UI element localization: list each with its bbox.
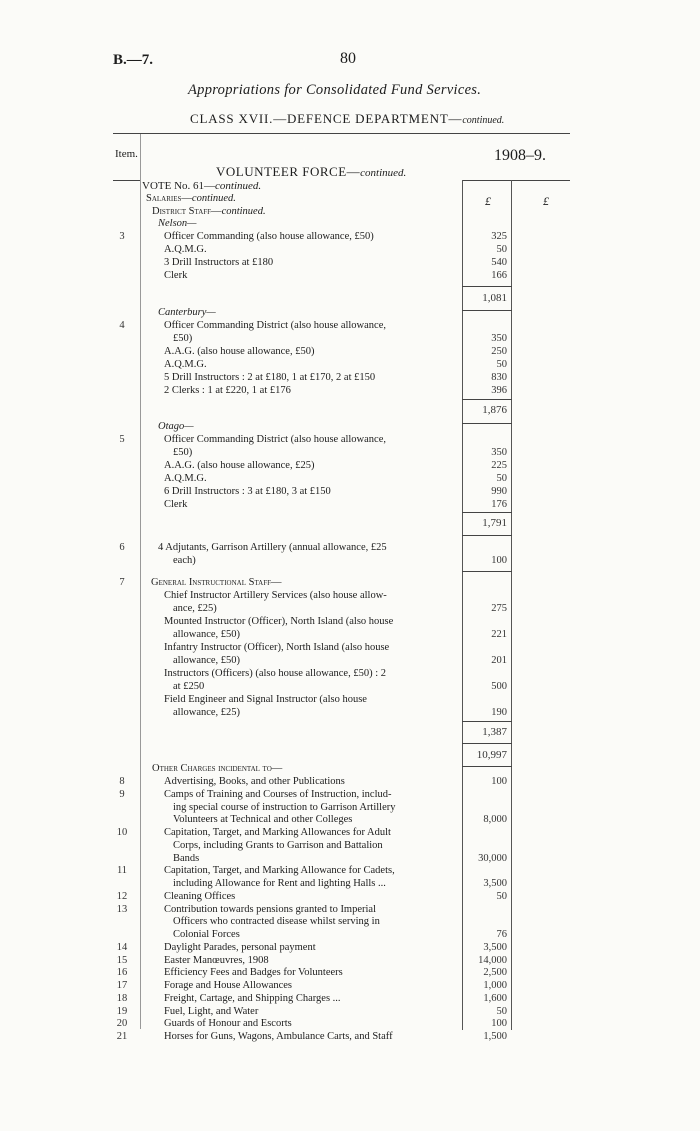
row-amount: 3,500 <box>483 941 507 953</box>
row-description: Volunteers at Technical and other Colleges <box>173 814 353 826</box>
table-row <box>0 499 700 512</box>
row-description: Bands <box>173 852 200 864</box>
subtotal-rule <box>462 512 512 513</box>
table-row <box>0 707 700 720</box>
row-description: 2 Clerks : 1 at £220, 1 at £176 <box>164 385 291 396</box>
table-top-rule <box>113 133 570 134</box>
item-number: 19 <box>116 1005 128 1017</box>
item-number: 12 <box>116 890 128 902</box>
row-amount: 100 <box>491 1018 507 1030</box>
table-row <box>0 916 700 929</box>
table-row <box>0 270 700 283</box>
row-amount: 325 <box>491 231 507 242</box>
row-description: allowance, £50) <box>173 629 241 640</box>
item-number: 17 <box>116 980 128 991</box>
table-row <box>0 878 700 891</box>
district-staff-continued: continued. <box>221 206 266 217</box>
item-number: 6 <box>119 542 125 553</box>
table-row <box>0 642 700 655</box>
page-code: B.—7. <box>113 52 154 68</box>
canterbury-heading <box>158 307 216 318</box>
table-row <box>0 1006 700 1019</box>
table-row <box>0 891 700 904</box>
table-row <box>0 980 700 993</box>
subtotal-rule <box>462 743 512 744</box>
row-description: 4 Adjutants, Garrison Artillery (annual allowance, £25 <box>158 542 387 553</box>
row-description: Freight, Cartage, and Shipping Charges ... <box>164 992 341 1004</box>
row-description: Clerk <box>164 270 188 281</box>
row-amount: 350 <box>491 447 507 458</box>
row-description: Corps, including Grants to Garrison and Battalion <box>173 839 383 851</box>
table-row <box>0 942 700 955</box>
table-row <box>0 694 700 707</box>
row-amount: 50 <box>496 473 507 484</box>
row-amount: 100 <box>491 555 507 566</box>
row-amount: 250 <box>491 346 507 357</box>
table-row <box>0 1031 700 1044</box>
row-description: Officer Commanding (also house allowance, £50) <box>164 231 374 242</box>
row-description: Easter Manœuvres, 1908 <box>164 954 269 966</box>
table-row <box>0 629 700 642</box>
item-number: 13 <box>116 903 128 915</box>
row-description: A.Q.M.G. <box>164 359 207 370</box>
row-amount: 166 <box>491 270 507 281</box>
row-amount: 76 <box>496 929 507 940</box>
table-row <box>0 655 700 668</box>
item-number: 3 <box>119 231 125 242</box>
row-description: Capitation, Target, and Marking Allowance for Cadets, <box>164 865 395 877</box>
table-row <box>0 320 700 333</box>
appropriations-title: Appropriations for Consolidated Fund Services. <box>188 82 482 98</box>
item-number: 10 <box>116 827 128 838</box>
table-row <box>0 372 700 385</box>
table-row <box>0 542 700 555</box>
row-amount: 201 <box>491 655 507 666</box>
instructional-heading: General Instructional Staff— <box>151 577 282 588</box>
table-row <box>0 616 700 629</box>
row-amount: 830 <box>491 372 507 383</box>
district-staff-heading <box>152 206 266 217</box>
row-amount: 8,000 <box>483 814 507 826</box>
row-amount: 190 <box>491 707 507 718</box>
table-row <box>0 577 700 590</box>
table-row <box>0 929 700 942</box>
table-row <box>0 1018 700 1031</box>
grand-total: 10,997 <box>476 749 507 761</box>
row-description: allowance, £50) <box>173 655 241 666</box>
item-number: 11 <box>116 865 128 877</box>
row-amount: 14,000 <box>478 954 507 966</box>
table-row <box>0 603 700 616</box>
table-row <box>0 385 700 398</box>
class-heading <box>190 111 504 127</box>
item-number: 4 <box>119 320 125 331</box>
table-row <box>0 955 700 968</box>
row-description: £50) <box>173 447 193 458</box>
subtotal-rule <box>462 721 512 722</box>
row-description: Cleaning Offices <box>164 890 236 902</box>
table-row <box>0 244 700 257</box>
row-amount: 50 <box>496 890 507 902</box>
table-row <box>0 967 700 980</box>
subtotal-rule <box>462 399 512 400</box>
table-row <box>0 257 700 270</box>
year-column-header: 1908–9. <box>494 147 546 164</box>
table-row <box>0 486 700 499</box>
table-row <box>0 668 700 681</box>
district-staff-label: District Staff— <box>152 206 222 217</box>
pound-sign-column-2: £ <box>543 194 549 208</box>
table-row <box>0 904 700 917</box>
item-number: 7 <box>119 577 125 588</box>
row-amount: 30,000 <box>478 852 507 864</box>
row-description: Clerk <box>164 499 188 510</box>
table-row <box>0 434 700 447</box>
table-row <box>0 460 700 473</box>
row-amount: 2,500 <box>483 967 507 979</box>
item-number: 8 <box>119 776 125 787</box>
nelson-total: 1,081 <box>482 292 507 304</box>
salaries-heading <box>146 193 236 204</box>
table-row <box>0 993 700 1006</box>
nelson-heading <box>158 218 197 229</box>
table-head-rule <box>113 180 140 181</box>
item-number: 18 <box>116 992 128 1004</box>
item-number: 15 <box>116 954 128 966</box>
row-amount: 990 <box>491 486 507 497</box>
otago-total: 1,791 <box>482 517 507 529</box>
table-row <box>0 359 700 372</box>
row-amount: 50 <box>496 244 507 255</box>
section-title-continued: continued. <box>360 167 407 179</box>
table-row <box>0 802 700 815</box>
pound-sign-column-1: £ <box>485 194 491 208</box>
row-amount: 176 <box>491 499 507 510</box>
table-row <box>0 473 700 486</box>
row-description: ing special course of instruction to Garrison Artillery <box>173 801 396 813</box>
row-amount: 221 <box>491 629 507 640</box>
table-row <box>0 333 700 346</box>
subtotal-rule <box>462 571 512 572</box>
table-row <box>0 840 700 853</box>
table-row <box>0 447 700 460</box>
row-description: A.Q.M.G. <box>164 244 207 255</box>
row-amount: 396 <box>491 385 507 396</box>
table-row <box>0 789 700 802</box>
row-amount: 1,000 <box>483 980 507 991</box>
canterbury-total: 1,876 <box>482 404 507 416</box>
row-amount: 275 <box>491 603 507 614</box>
row-description: 5 Drill Instructors : 2 at £180, 1 at £170, 2 at £150 <box>164 372 376 383</box>
salaries-continued: continued. <box>191 193 236 204</box>
table-row <box>0 555 700 568</box>
row-amount: 50 <box>496 1005 507 1017</box>
row-description: Efficiency Fees and Badges for Volunteers <box>164 967 343 979</box>
subtotal-rule <box>462 286 512 287</box>
row-description: Field Engineer and Signal Instructor (also house <box>164 694 367 705</box>
row-amount: 500 <box>491 681 507 692</box>
class-main: CLASS XVII.—DEFENCE DEPARTMENT— <box>190 111 463 126</box>
table-row <box>0 346 700 359</box>
salaries-label: Salaries— <box>146 193 192 204</box>
table-head-rule-year <box>462 180 570 181</box>
row-description: 3 Drill Instructors at £180 <box>164 257 274 268</box>
row-description: 6 Drill Instructors : 3 at £180, 3 at £150 <box>164 486 331 497</box>
vote-heading <box>142 180 261 192</box>
table-row <box>0 814 700 827</box>
table-row <box>0 827 700 840</box>
item-number: 9 <box>119 788 125 800</box>
row-amount: 3,500 <box>483 878 507 889</box>
other-charges-heading: Other Charges incidental to— <box>152 763 283 774</box>
row-description: A.A.G. (also house allowance, £25) <box>164 460 315 471</box>
section-title-main: VOLUNTEER FORCE— <box>216 164 361 179</box>
item-number: 20 <box>116 1018 128 1030</box>
row-description: Capitation, Target, and Marking Allowances for Adult <box>164 827 391 838</box>
row-amount: 540 <box>491 257 507 268</box>
table-row <box>0 865 700 878</box>
row-description: Infantry Instructor (Officer), North Island (also house <box>164 642 390 653</box>
table-row <box>0 776 700 789</box>
otago-heading <box>158 421 194 432</box>
row-amount: 50 <box>496 359 507 370</box>
class-continued: continued. <box>462 115 505 126</box>
table-row <box>0 853 700 866</box>
row-description: Daylight Parades, personal payment <box>164 941 316 953</box>
row-description: Officer Commanding District (also house allowance, <box>164 434 386 445</box>
instructional-total: 1,387 <box>482 726 507 738</box>
table-row <box>0 681 700 694</box>
item-number: 5 <box>119 434 125 445</box>
row-amount: 225 <box>491 460 507 471</box>
item-number: 14 <box>116 941 128 953</box>
row-description: ance, £25) <box>173 603 217 614</box>
row-description: including Allowance for Rent and lighting Halls ... <box>173 878 386 889</box>
subtotal-rule <box>462 766 512 767</box>
table-row <box>0 590 700 603</box>
item-column-header: Item. <box>115 148 138 160</box>
page-number: 80 <box>340 50 356 67</box>
row-description: Forage and House Allowances <box>164 980 293 991</box>
row-description: Contribution towards pensions granted to Imperial <box>164 903 377 915</box>
section-title <box>216 164 406 180</box>
row-description: Guards of Honour and Escorts <box>164 1018 292 1030</box>
table-row <box>0 231 700 244</box>
vote-label: VOTE No. 61— <box>142 180 216 192</box>
subtotal-rule <box>462 423 512 424</box>
row-description: A.Q.M.G. <box>164 473 207 484</box>
row-description: Colonial Forces <box>173 929 240 940</box>
nelson-label: Nelson— <box>158 218 197 229</box>
row-amount: 1,500 <box>483 1031 507 1042</box>
row-amount: 1,600 <box>483 992 507 1004</box>
subtotal-rule <box>462 310 512 311</box>
otago-label: Otago— <box>158 421 194 432</box>
row-description: Officer Commanding District (also house allowance, <box>164 320 386 331</box>
vote-continued: continued. <box>215 180 262 192</box>
row-description: Fuel, Light, and Water <box>164 1005 259 1017</box>
row-description: each) <box>173 555 196 566</box>
row-amount: 350 <box>491 333 507 344</box>
row-description: Mounted Instructor (Officer), North Island (also house <box>164 616 394 627</box>
row-description: £50) <box>173 333 193 344</box>
row-description: Chief Instructor Artillery Services (also house allow- <box>164 590 387 601</box>
row-amount: 100 <box>491 776 507 787</box>
subtotal-rule <box>462 535 512 536</box>
row-description: Camps of Training and Courses of Instruction, includ- <box>164 788 392 800</box>
row-description: Horses for Guns, Wagons, Ambulance Carts, and Staff <box>164 1031 393 1042</box>
row-description: at £250 <box>173 681 205 692</box>
row-description: Advertising, Books, and other Publications <box>164 776 345 787</box>
item-number: 21 <box>116 1031 128 1042</box>
item-number: 16 <box>116 967 128 979</box>
row-description: Instructors (Officers) (also house allowance, £50) : 2 <box>164 668 386 679</box>
row-description: A.A.G. (also house allowance, £50) <box>164 346 315 357</box>
row-description: allowance, £25) <box>173 707 241 718</box>
canterbury-label: Canterbury— <box>158 307 216 318</box>
row-description: Officers who contracted disease whilst serving in <box>173 916 380 928</box>
